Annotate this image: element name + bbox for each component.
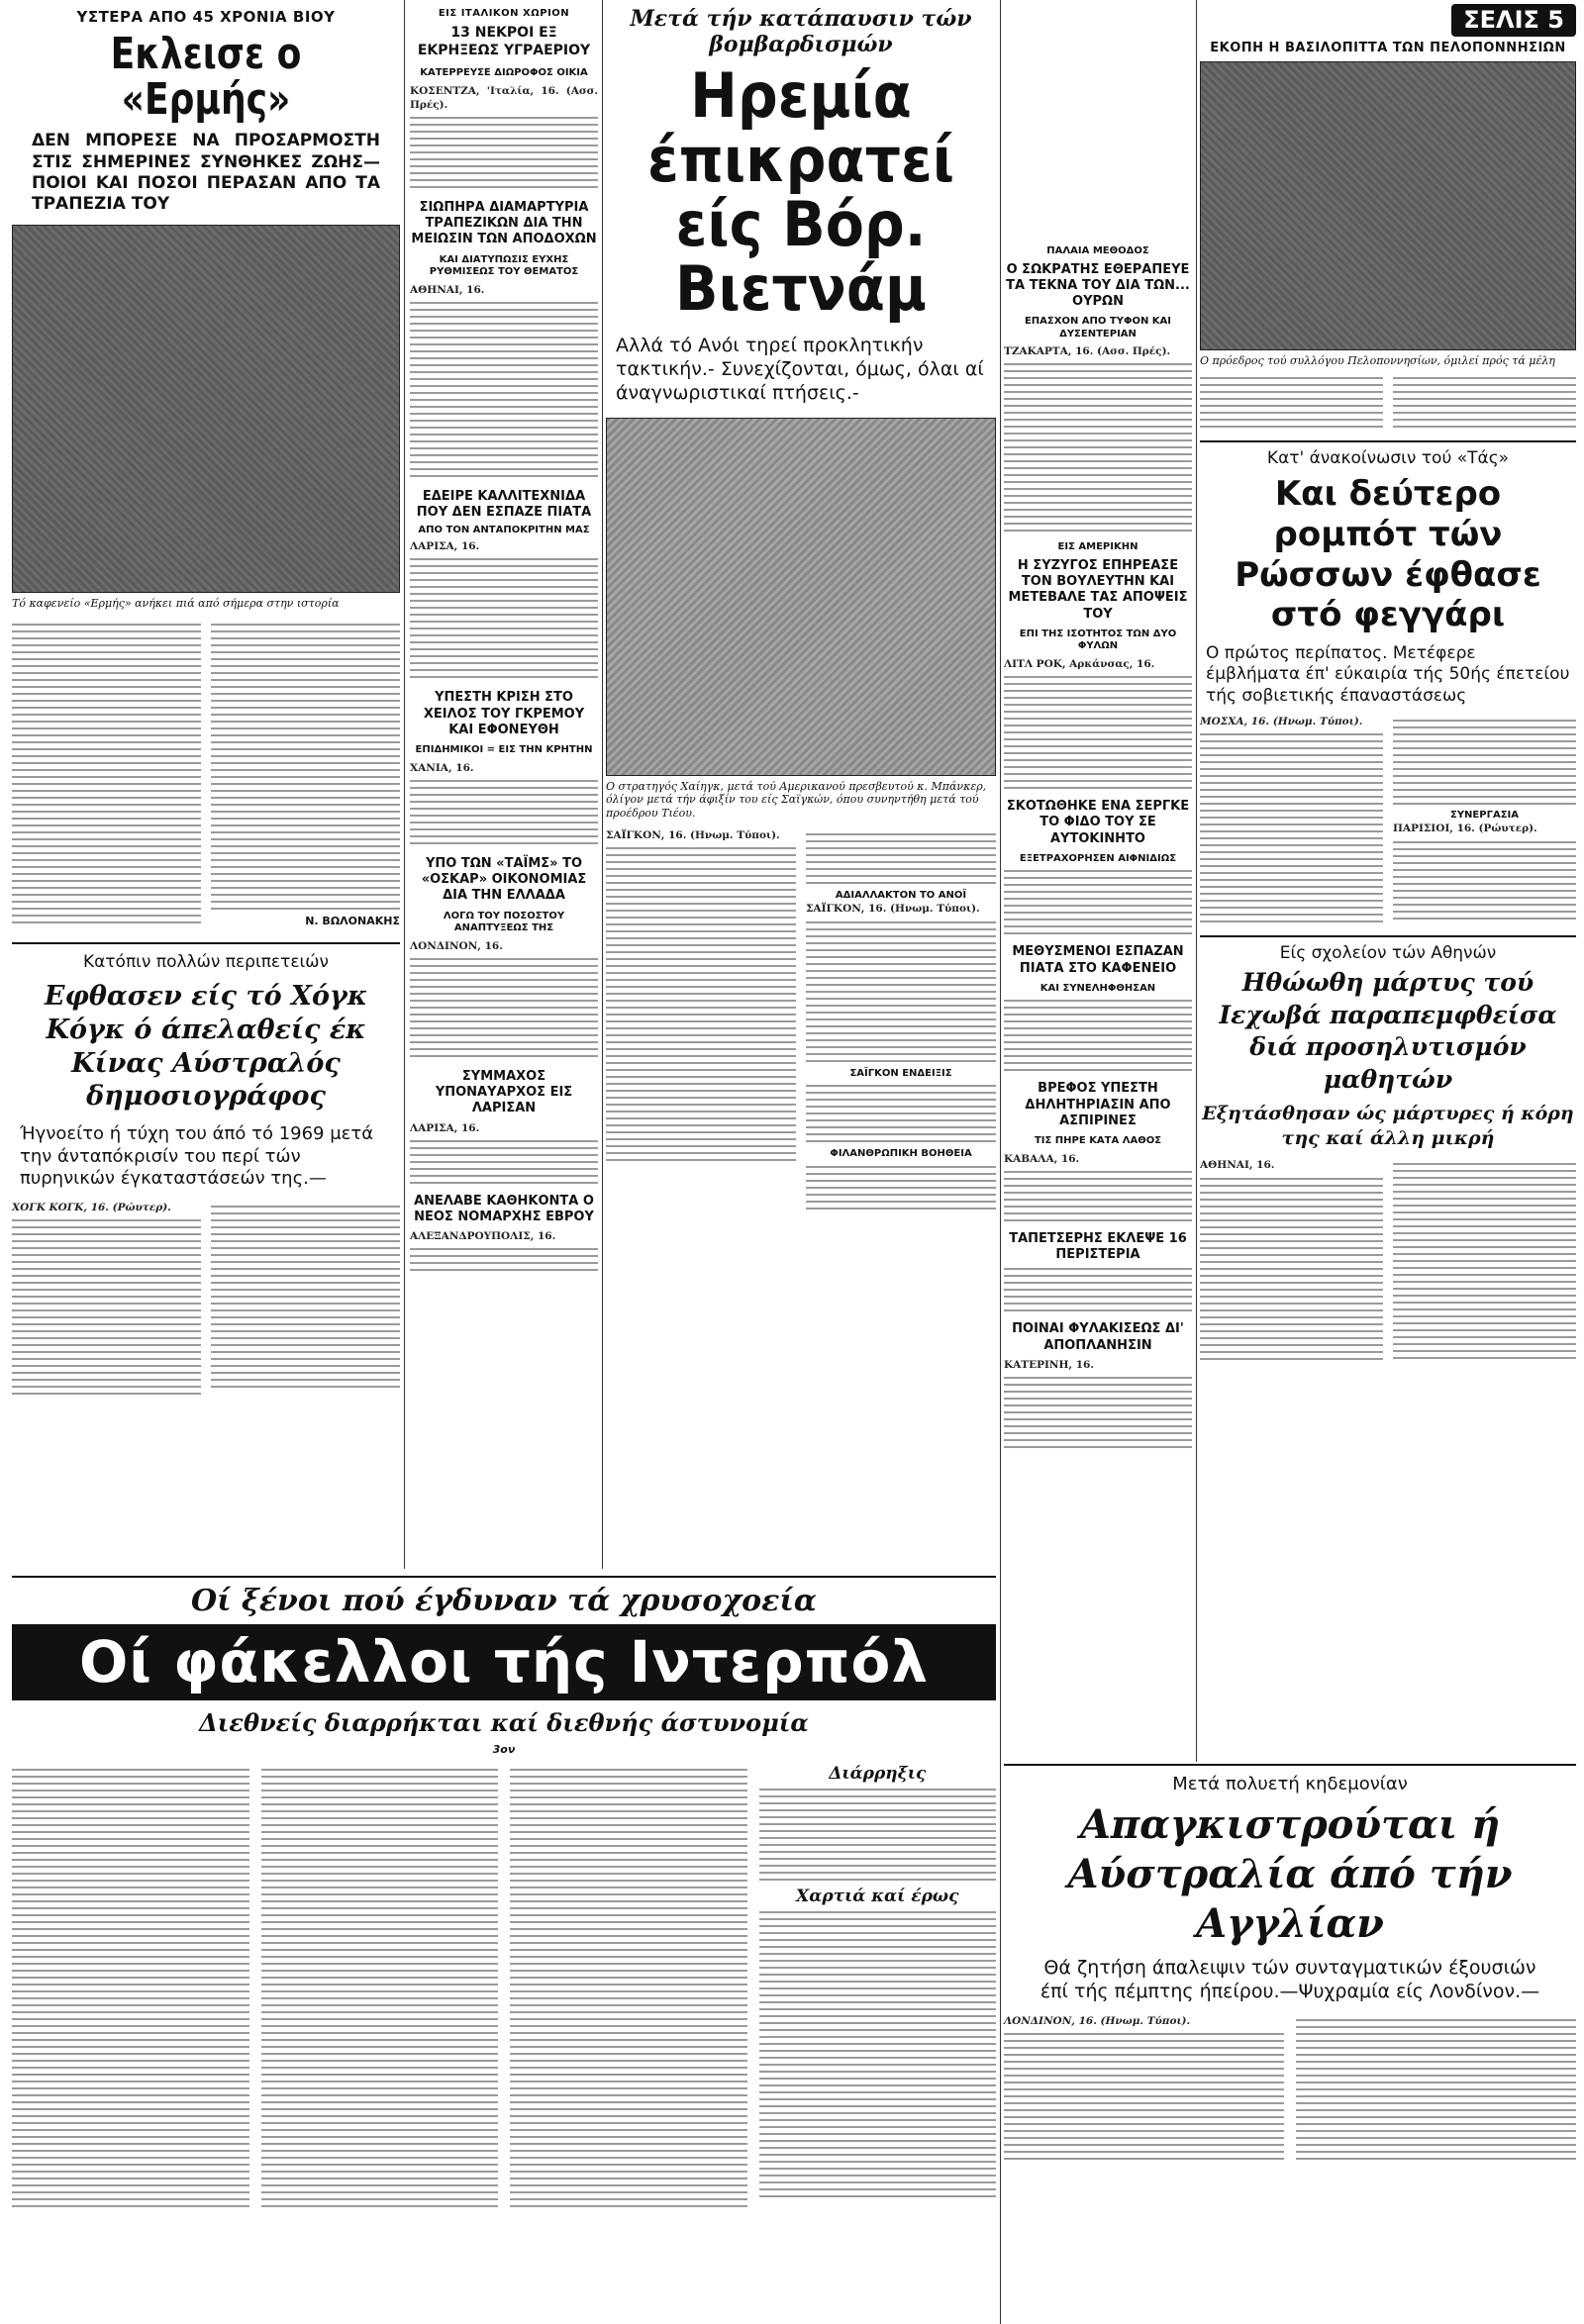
- tass-body: [1200, 715, 1576, 927]
- hong-kong-headline: Εφθασεν είς τό Χόγκ Κόγκ ό άπελαθείς έκ Κίνας Αύστραλός δημοσιογράφος: [44, 981, 368, 1113]
- hermes-article-body: [12, 619, 400, 928]
- australia-dateline: ΛΟΝΔΙΝΟΝ, 16. (Ηνωμ. Τύποι).: [1004, 2014, 1191, 2027]
- school-dateline: ΑΘΗΝΑΙ, 16.: [1200, 1159, 1275, 1172]
- tape-headline: ΤΑΠΕΤΣΕΡΗΣ ΕΚΛΕΨΕ 16 ΠΕΡΙΣΤΕΡΙΑ: [1009, 1230, 1187, 1263]
- america-kicker: ΕΙΣ ΑΜΕΡΙΚΗΝ: [1057, 541, 1138, 553]
- plates-byline: ΑΠΟ ΤΟΝ ΑΝΤΑΠΟΚΡΙΤΗΝ ΜΑΣ: [418, 525, 590, 536]
- interpol-deck: Διεθνείς διαρρήκται καί διεθνής άστυνομία: [199, 1707, 809, 1737]
- tass-deck: Ο πρώτος περίπατος. Μετέφερε έμβλήματα έπ' εύκαιρία τής 50ής έπετείου τής σοβιετικής έπαναστάσεως: [1206, 643, 1570, 706]
- america-sub: ΕΠΙ ΤΗΣ ΙΣΟΤΗΤΟΣ ΤΩΝ ΔΥΟ ΦΥΛΩΝ: [1019, 628, 1177, 652]
- america-headline: Η ΣΥΖΥΓΟΣ ΕΠΗΡΕΑΣΕ ΤΟΝ ΒΟΥΛΕΥΤΗΝ ΚΑΙ ΜΕΤΕΒΑΛΕ ΤΑΣ ΑΠΟΨΕΙΣ ΤΟΥ: [1008, 557, 1188, 622]
- cliff-sub: ΕΠΙΔΗΜΙΚΟΙ = ΕΙΣ ΤΗΝ ΚΡΗΤΗΝ: [415, 744, 593, 756]
- silent-protest-dateline: ΑΘΗΝΑΙ, 16.: [410, 283, 485, 296]
- divider: [1004, 1764, 1576, 1766]
- column-4: [1004, 0, 1192, 1453]
- pelop-photo-caption: Ο πρόεδρος τού συλλόγου Πελοποννησίων, όμιλεί πρός τά μέλη: [1200, 354, 1555, 368]
- socrates-kicker: ΠΑΛΑΙΑ ΜΕΘΟΔΟΣ: [1046, 245, 1149, 256]
- school-kicker: Είς σχολείον τών Αθηνών: [1279, 943, 1497, 964]
- hermes-headline: Εκλεισε ο «Ερμής»: [110, 29, 302, 126]
- divider: [1200, 440, 1576, 442]
- divider: [1200, 935, 1576, 937]
- page-number-badge: ΣΕΛΙΣ 5: [1451, 4, 1576, 37]
- school-deck: Εξητάσθησαν ώς μάρτυρες ή κόρη της καί άλλη μικρή: [1202, 1103, 1574, 1149]
- australia-headline: Απαγκιστρούται ή Αύστραλία άπό τήν Αγγλίαν: [1067, 1801, 1513, 1947]
- coop-sub: ΣΥΝΕΡΓΑΣΙΑ: [1449, 809, 1519, 821]
- hermes-photo-caption: Τό καφενείο «Ερμής» ανήκει πιά από σήμερα στην ιστορία: [12, 597, 340, 611]
- column-2: [410, 0, 598, 1276]
- baby-dateline: ΚΑΒΑΛΑ, 16.: [1004, 1152, 1080, 1165]
- hong-kong-dateline: ΧΟΓΚ ΚΟΓΚ, 16. (Ρώυτερ).: [12, 1201, 171, 1213]
- vietnam-story: [606, 0, 996, 1214]
- column-5: [1200, 0, 1576, 1365]
- ally-headline: ΣΥΜΜΑΧΟΣ ΥΠΟΝΑΥΑΡΧΟΣ ΕΙΣ ΛΑΡΙΣΑΝ: [435, 1068, 573, 1116]
- australia-kicker: Μετά πολυετή κηδεμονίαν: [1172, 1774, 1408, 1794]
- gas-explosion-kicker: ΕΙΣ ΙΤΑΛΙΚΟΝ ΧΩΡΙΟΝ: [438, 8, 570, 19]
- vietnam-deck: Αλλά τό Ανόι τηρεί προκλητικήν τακτικήν.- Συνεχίζονται, όμως, όλαι αί άναγνωριστικαί πτήσεις.-: [616, 335, 984, 404]
- penalty-headline: ΠΟΙΝΑΙ ΦΥΛΑΚΙΣΕΩΣ ΔΙ' ΑΠΟΠΛΑΝΗΣΙΝ: [1012, 1321, 1184, 1353]
- tass-headline: Και δεύτερο ρομπότ τών Ρώσσων έφθασε στό φεγγάρι: [1235, 473, 1541, 635]
- socrates-headline: Ο ΣΩΚΡΑΤΗΣ ΕΘΕΡΑΠΕΥΕ ΤΑ ΤΕΚΝΑ ΤΟΥ ΔΙΑ ΤΩΝ... ΟΥΡΩΝ: [1006, 261, 1190, 309]
- socrates-sub: ΕΠΑΣΧΟΝ ΑΠΟ ΤΥΦΟΝ ΚΑΙ ΔΥΣΕΝΤΕΡΙΑΝ: [1024, 316, 1172, 339]
- socrates-dateline: ΤΖΑΚΑΡΤΑ, 16. (Ασσ. Πρές).: [1004, 345, 1171, 358]
- ally-dateline: ΛΑΡΙΣΑ, 16.: [410, 1121, 480, 1134]
- baby-sub: ΤΙΣ ΠΗΡΕ ΚΑΤΑ ΛΑΘΟΣ: [1034, 1135, 1162, 1147]
- interpol-kicker: Οί ξένοι πού έγδυναν τά χρυσοχοεία: [190, 1584, 818, 1618]
- column-1: [12, 0, 400, 1400]
- pelop-body: [1200, 372, 1576, 433]
- vietnam-body: [606, 828, 996, 1214]
- hermes-kicker: ΥΣΤΕΡΑ ΑΠΟ 45 ΧΡΟΝΙΑ ΒΙΟΥ: [76, 8, 336, 26]
- column-rule: [404, 0, 405, 1569]
- vietnam-sub-aid: ΦΙΛΑΝΘΡΩΠΙΚΗ ΒΟΗΘΕΙΑ: [830, 1148, 972, 1160]
- page-masthead: [1200, 4, 1576, 37]
- vietnam-kicker: Μετά τήν κατάπαυσιν τών βομβαρδισμών: [630, 6, 972, 57]
- gas-explosion-dateline: ΚΟΣΕΝΤΖΑ, 'Ιταλία, 16. (Ασσ. Πρές).: [410, 84, 598, 111]
- divider: [12, 1576, 996, 1578]
- oscar-dateline: ΛΟΝΔΙΝΟΝ, 16.: [410, 939, 503, 952]
- vietnam-dateline: ΣΑΪΓΚΟΝ, 16. (Ηνωμ. Τύποι).: [606, 828, 780, 841]
- column-rule: [602, 0, 603, 1569]
- oscar-headline: ΥΠΟ ΤΩΝ «ΤΑΪΜΣ» ΤΟ «ΟΣΚΑΡ» ΟΙΚΟΝΟΜΙΑΣ ΔΙΑ ΤΗΝ ΕΛΛΑΔΑ: [421, 855, 587, 904]
- school-headline: Ηθώωθη μάρτυς τού Ιεχωβά παραπεμφθείσα διά προσηλυτισμόν μαθητών: [1219, 968, 1557, 1094]
- australia-deck: Θά ζητήση άπαλειψιν τών συνταγματικών έξουσιών έπί τής πέμπτης ήπείρου.—Ψυχραμία είς Λονδίνον.—: [1040, 1957, 1540, 2002]
- interpol-part: 3ον: [492, 1742, 516, 1756]
- pelop-photo: [1200, 61, 1576, 350]
- interpol-sub-love: Χαρτιά καί έρως: [796, 1886, 959, 1906]
- cliff-dateline: ΧΑΝΙΑ, 16.: [410, 761, 474, 774]
- silent-protest-sub: ΚΑΙ ΔΙΑΤΥΠΩΣΙΣ ΕΥΧΗΣ ΡΥΘΜΙΣΕΩΣ ΤΟΥ ΘΕΜΑΤΟΣ: [429, 253, 579, 278]
- column-rule: [1000, 0, 1001, 2324]
- interpol-body: [12, 1764, 996, 2212]
- coop-dateline: ΠΑΡΙΣΙΟΙ, 16. (Ρώυτερ).: [1393, 823, 1537, 835]
- australia-story: [1004, 1764, 1576, 2165]
- hong-kong-kicker: Κατόπιν πολλών περιπετειών: [82, 952, 330, 973]
- hermes-body-left: [12, 619, 201, 928]
- tass-kicker: Κατ' άνακοίνωσιν τού «Τάς»: [1266, 447, 1510, 468]
- silent-protest-headline: ΣΙΩΠΗΡΑ ΔΙΑΜΑΡΤΥΡΙΑ ΤΡΑΠΕΖΙΚΩΝ ΔΙΑ ΤΗΝ ΜΕΙΩΣΙΝ ΤΩΝ ΑΠΟΔΟΧΩΝ: [411, 199, 597, 247]
- cliff-headline: ΥΠΕΣΤΗ ΚΡΙΣΗ ΣΤΟ ΧΕΙΛΟΣ ΤΟΥ ΓΚΡΕΜΟΥ ΚΑΙ ΕΦΟΝΕΥΘΗ: [423, 690, 585, 737]
- vietnam-sub-indication: ΣΑΪΓΚΟΝ ΕΝΔΕΙΞΙΣ: [849, 1067, 952, 1079]
- gas-explosion-headline: 13 ΝΕΚΡΟΙ ΕΞ ΕΚΡΗΞΕΩΣ ΥΓΡΑΕΡΙΟΥ: [417, 25, 591, 58]
- oscar-sub: ΛΟΓΩ ΤΟΥ ΠΟΣΟΣΤΟΥ ΑΝΑΠΤΥΞΕΩΣ ΤΗΣ: [443, 910, 565, 934]
- interpol-headline: Οί φάκελλοι τής Ιντερπόλ: [12, 1624, 996, 1700]
- hermes-body-right: [211, 619, 400, 928]
- vietnam-sub-hanoi: ΑΔΙΑΛΛΑΚΤΟΝ ΤΟ ΑΝΟΪ: [835, 889, 967, 901]
- plates-dateline: ΛΑΡΙΣΑ, 16.: [410, 540, 480, 553]
- hermes-signature: Ν. ΒΩΛΟΝΑΚΗΣ: [305, 915, 400, 928]
- drunk-sub: ΚΑΙ ΣΥΝΕΛΗΦΘΗΣΑΝ: [1040, 982, 1156, 994]
- gas-explosion-sub: ΚΑΤΕΡΡΕΥΣΕ ΔΙΩΡΟΦΟΣ ΟΙΚΙΑ: [420, 67, 588, 78]
- interpol-story: [12, 1576, 996, 2212]
- tass-dateline: ΜΟΣΧΑ, 16. (Ηνωμ. Τύποι).: [1200, 715, 1363, 727]
- vietnam-headline: Ηρεμία έπικρατεί είς Βόρ. Βιετνάμ: [646, 59, 955, 326]
- school-body: [1200, 1158, 1576, 1364]
- haig-photo: [606, 418, 996, 776]
- hermes-photo: [12, 225, 400, 593]
- scorpion-sub: ΕΞΕΤΡΑΧΟΡΗΣΕΝ ΑΙΦΝΙΔΙΩΣ: [1019, 852, 1177, 864]
- interpol-sub-burglary: Διάρρηξις: [829, 1763, 927, 1784]
- haig-photo-caption: Ο στρατηγός Χαίηγκ, μετά τού Αμερικανού πρεσβευτού κ. Μπάνκερ, όλίγον μετά τήν άφιξίν του είς Σαϊγκών, όπου συνηντήθη μετά τού προέδρου Τιέου.: [606, 779, 987, 821]
- pelop-photo-headline: ΕΚΟΠΗ Η ΒΑΣΙΛΟΠΙΤΤΑ ΤΩΝ ΠΕΛΟΠΟΝΝΗΣΙΩΝ: [1210, 41, 1566, 56]
- column-rule: [1196, 0, 1197, 1762]
- drunk-headline: ΜΕΘΥΣΜΕΝΟΙ ΕΣΠΑΖΑΝ ΠΙΑΤΑ ΣΤΟ ΚΑΦΕΝΕΙΟ: [1012, 944, 1184, 976]
- australia-body: [1004, 2014, 1576, 2165]
- penalty-dateline: ΚΑΤΕΡΙΝΗ, 16.: [1004, 1358, 1094, 1371]
- nomarch-dateline: ΑΛΕΞΑΝΔΡΟΥΠΟΛΙΣ, 16.: [410, 1230, 556, 1243]
- scorpion-headline: ΣΚΟΤΩΘΗΚΕ ΕΝΑ ΣΕΡΓΚΕ ΤΟ ΦΙΔΟ ΤΟΥ ΣΕ ΑΥΤΟΚΙΝΗΤΟ: [1006, 799, 1190, 846]
- hong-kong-body: [12, 1201, 400, 1400]
- hong-kong-deck: Ήγνοείτο ή τύχη του άπό τό 1969 μετά την άνταπόκρισίν του περί τών πυρηνικών έγκαταστάσεών της.—: [20, 1123, 374, 1190]
- divider: [12, 942, 400, 944]
- baby-headline: ΒΡΕΦΟΣ ΥΠΕΣΤΗ ΔΗΛΗΤΗΡΙΑΣΙΝ ΑΠΟ ΑΣΠΙΡΙΝΕΣ: [1025, 1081, 1171, 1128]
- hermes-deck: ΔΕΝ ΜΠΟΡΕΣΕ ΝΑ ΠΡΟΣΑΡΜΟΣΤΗ ΣΤΙΣ ΣΗΜΕΡΙΝΕΣ ΣΥΝΘΗΚΕΣ ΖΩΗΣ— ΠΟΙΟΙ ΚΑΙ ΠΟΣΟΙ ΠΕΡΑΣΑΝ ΑΠΟ ΤΑ ΤΡΑΠΕΖΙΑ ΤΟΥ: [32, 131, 380, 215]
- vietnam-sub-dateline: ΣΑΪΓΚΟΝ, 16. (Ηνωμ. Τύποι).: [806, 903, 980, 916]
- nomarch-headline: ΑΝΕΛΑΒΕ ΚΑΘΗΚΟΝΤΑ Ο ΝΕΟΣ ΝΟΜΑΡΧΗΣ ΕΒΡΟΥ: [414, 1193, 594, 1224]
- america-dateline: ΛΙΤΛ ΡΟΚ, Αρκάνσας, 16.: [1004, 657, 1155, 670]
- plates-headline: ΕΔΕΙΡΕ ΚΑΛΛΙΤΕΧΝΙΔΑ ΠΟΥ ΔΕΝ ΕΣΠΑΖΕ ΠΙΑΤΑ: [416, 488, 592, 521]
